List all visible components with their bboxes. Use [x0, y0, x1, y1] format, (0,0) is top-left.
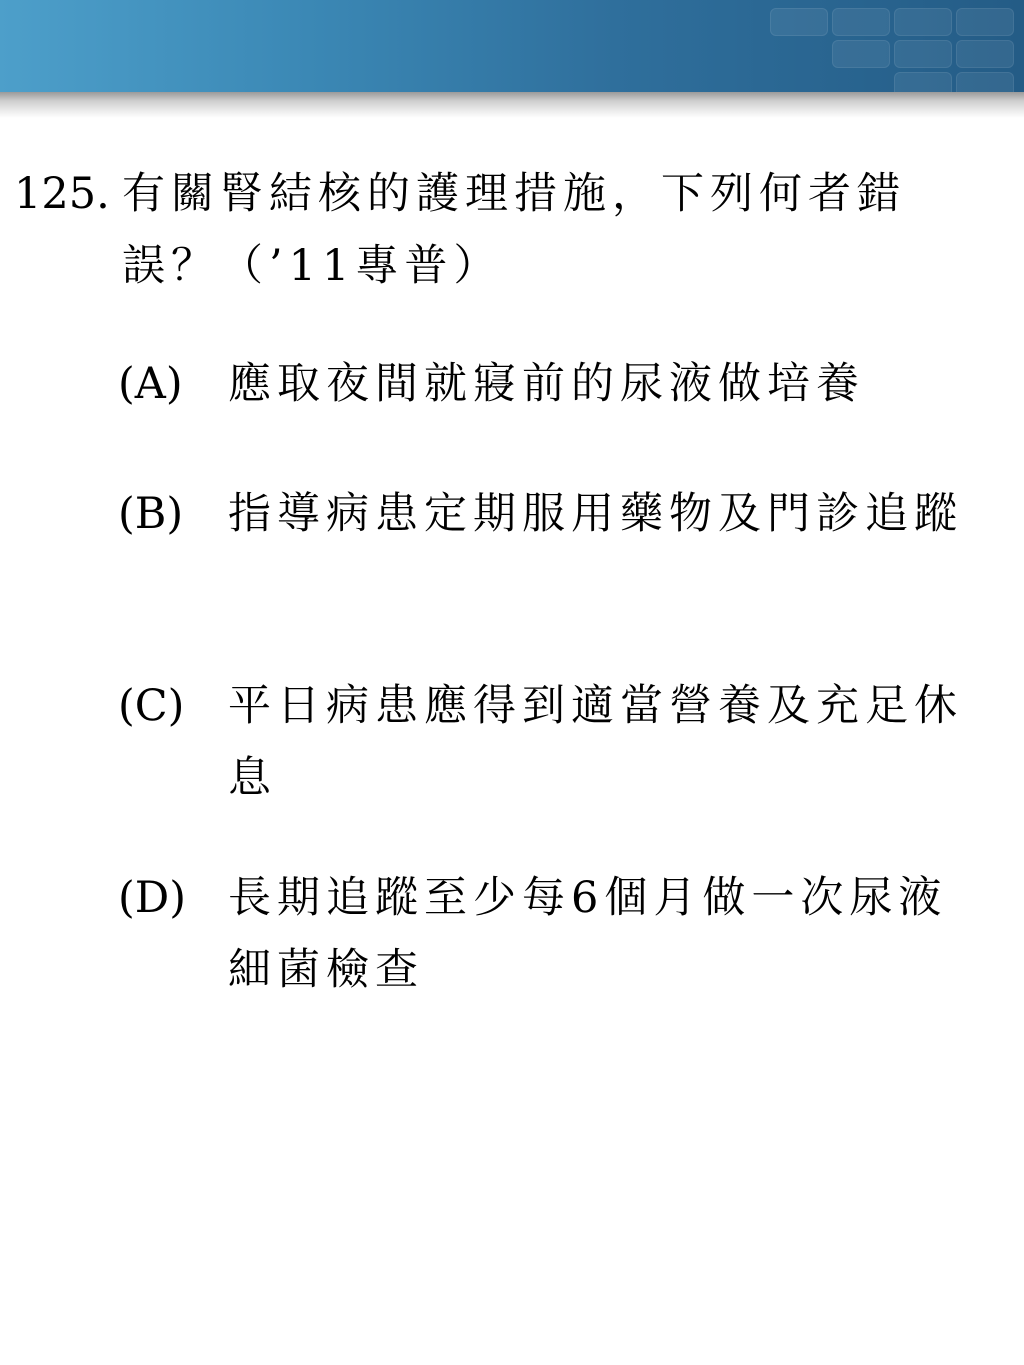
option-label: (C) [118, 681, 185, 731]
question-number: 125. [14, 169, 110, 219]
option-text: 長期追蹤至少每6個月做一次尿液細菌檢查 [228, 873, 948, 995]
option-label: (B) [118, 489, 184, 539]
question-text: 有關腎結核的護理措施，下列何者錯誤？（’11專普） [122, 169, 906, 291]
header-shadow [0, 92, 1024, 118]
header-tile [956, 8, 1014, 36]
header-tile [894, 8, 952, 36]
header-tile [770, 8, 828, 36]
option-text: 平日病患應得到適當營養及充足休息 [228, 681, 963, 803]
option-label: (A) [118, 359, 183, 409]
header-tile [832, 40, 890, 68]
header-tile [894, 72, 952, 92]
header-tile [956, 72, 1014, 92]
option-text: 應取夜間就寢前的尿液做培養 [228, 359, 865, 409]
option-label: (D) [118, 873, 187, 923]
header-tile [894, 40, 952, 68]
header-tile [956, 40, 1014, 68]
header-tile [832, 8, 890, 36]
option-text: 指導病患定期服用藥物及門診追蹤 [228, 489, 963, 539]
header-band [0, 0, 1024, 92]
